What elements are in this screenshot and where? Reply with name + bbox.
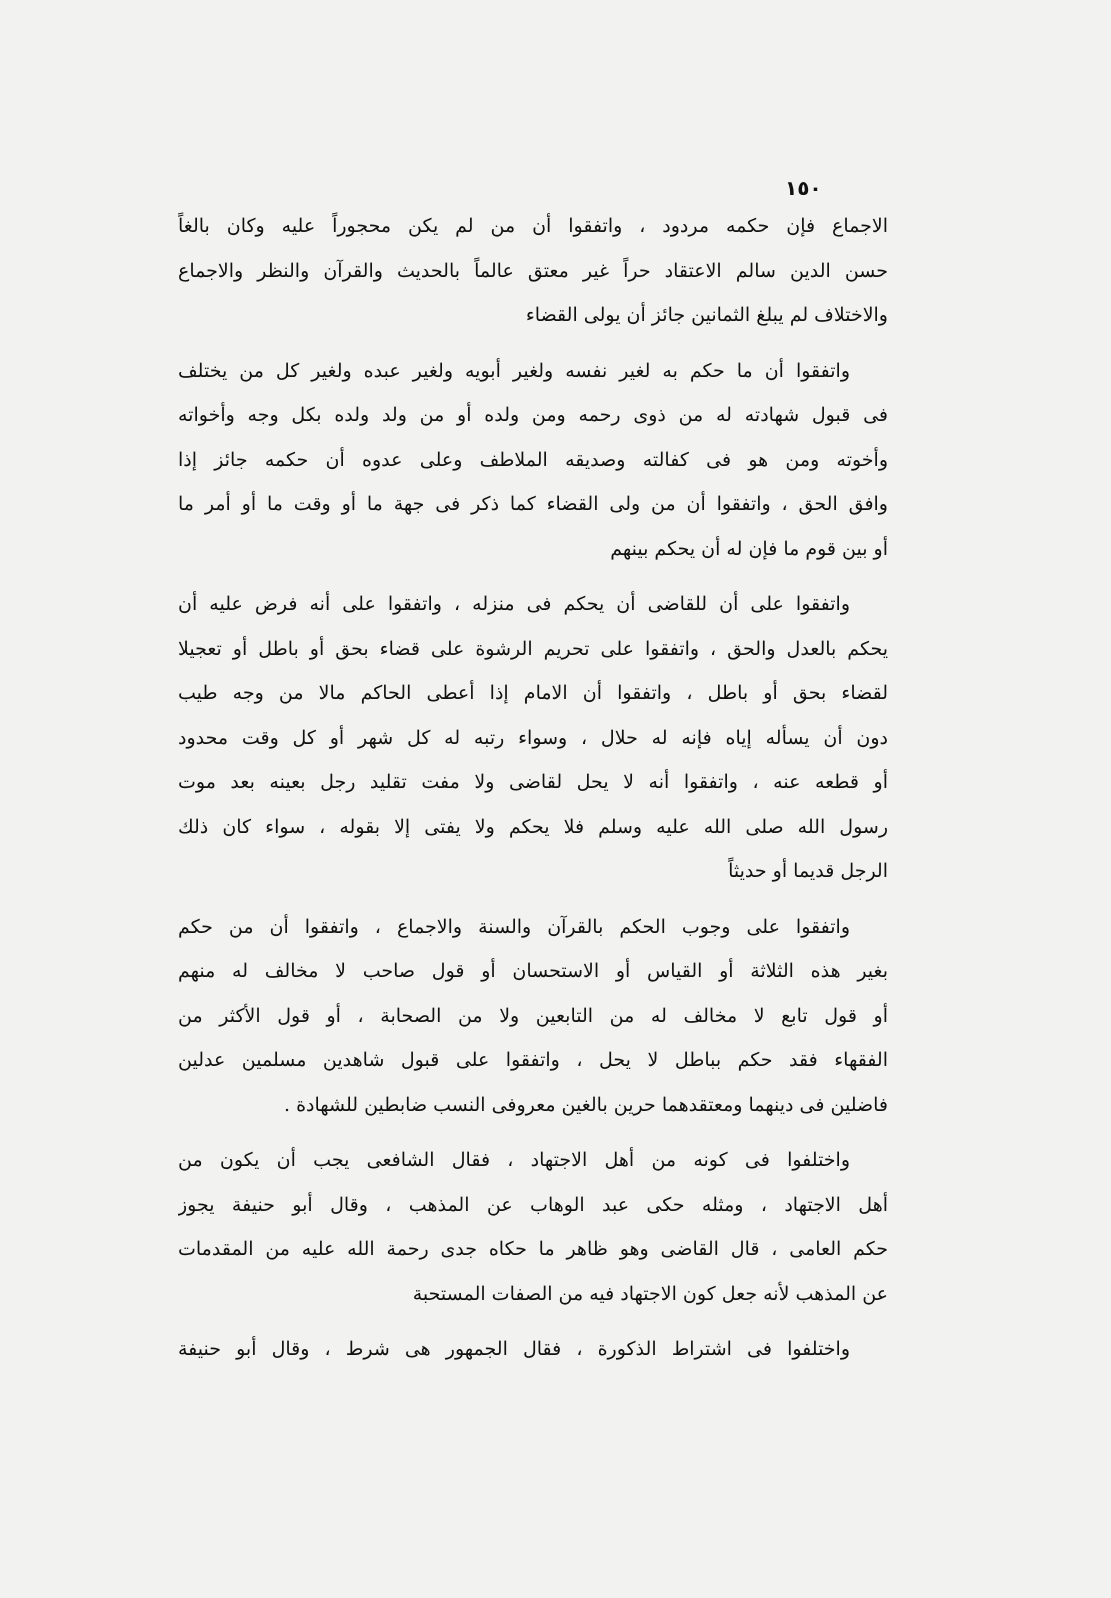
text-line: واتفقوا على وجوب الحكم بالقرآن والسنة والاجماع ، واتفقوا أن من حكم [178, 915, 850, 938]
paragraph [178, 1327, 888, 1372]
paragraph [178, 204, 888, 338]
paragraph [178, 905, 888, 1128]
text-line: فى قبول شهادته له من ذوى رحمه ومن ولده أو من ولد ولده بكل وجه وأخواته [178, 404, 888, 426]
text-line: الرجل قديما أو حديثاً [728, 860, 888, 882]
text-line: فاضلين فى دينهما ومعتقدهما حرين بالغين معروفى النسب ضابطين للشهادة . [283, 1093, 888, 1116]
text-line: وأخوته ومن هو فى كفالته وصديقه الملاطف وعلى عدوه أن حكمه جائز إذا [178, 448, 888, 471]
text-line: الفقهاء فقد حكم بباطل لا يحل ، واتفقوا على قبول شاهدين مسلمين عدلين [178, 1049, 888, 1071]
text-line: لقضاء بحق أو باطل ، واتفقوا أن الامام إذا أعطى الحاكم مالا من وجه طيب [178, 682, 888, 704]
text-line: واتفقوا أن ما حكم به لغير نفسه ولغير أبويه ولغير عبده ولغير كل من يختلف [178, 359, 850, 382]
text-line: واتفقوا على أن للقاضى أن يحكم فى منزله ، واتفقوا على أنه فرض عليه أن [178, 593, 850, 615]
text-line: حسن الدين سالم الاعتقاد حراً غير معتق عالماً بالحديث والقرآن والنظر والاجماع [178, 259, 888, 282]
page-number: ١٥٠ [785, 176, 822, 200]
text-line: يحكم بالعدل والحق ، واتفقوا على تحريم الرشوة على قضاء بحق أو باطل أو تعجيلا [178, 637, 888, 660]
text-line: أو قول تابع لا مخالف له من التابعين ولا من الصحابة ، أو قول الأكثر من [178, 1004, 888, 1027]
text-line: بغير هذه الثلاثة أو القياس أو الاستحسان أو قول صاحب لا مخالف له منهم [178, 960, 888, 982]
text-line: أهل الاجتهاد ، ومثله حكى عبد الوهاب عن المذهب ، وقال أبو حنيفة يجوز [178, 1193, 888, 1216]
text-line: رسول الله صلى الله عليه وسلم فلا يحكم ولا يفتى إلا بقوله ، سواء كان ذلك [178, 815, 888, 838]
text-line: والاختلاف لم يبلغ الثمانين جائز أن يولى القضاء [525, 304, 888, 326]
text-line: حكم العامى ، قال القاضى وهو ظاهر ما حكاه جدى رحمة الله عليه من المقدمات [178, 1238, 888, 1260]
text-line: عن المذهب لأنه جعل كون الاجتهاد فيه من الصفات المستحبة [412, 1282, 888, 1305]
text-line: الاجماع فإن حكمه مردود ، واتفقوا أن من لم يكن محجوراً عليه وكان بالغاً [178, 215, 888, 237]
body-text [178, 204, 888, 1372]
text-line: أو بين قوم ما فإن له أن يحكم بينهم [610, 537, 888, 560]
text-line: وافق الحق ، واتفقوا أن من ولى القضاء كما ذكر فى جهة ما أو وقت ما أو أمر ما [178, 493, 888, 515]
paragraph [178, 582, 888, 894]
text-line: دون أن يسأله إياه فإنه له حلال ، وسواء رتبه له كل شهر أو كل وقت محدود [178, 726, 888, 749]
paragraph [178, 1138, 888, 1316]
text-line: واختلفوا فى اشتراط الذكورة ، فقال الجمهور هى شرط ، وقال أبو حنيفة [178, 1338, 850, 1360]
text-line: أو قطعه عنه ، واتفقوا أنه لا يحل لقاضى ولا مفت تقليد رجل بعينه بعد موت [178, 771, 888, 793]
text-line: واختلفوا فى كونه من أهل الاجتهاد ، فقال الشافعى يجب أن يكون من [178, 1149, 850, 1171]
paragraph [178, 349, 888, 572]
